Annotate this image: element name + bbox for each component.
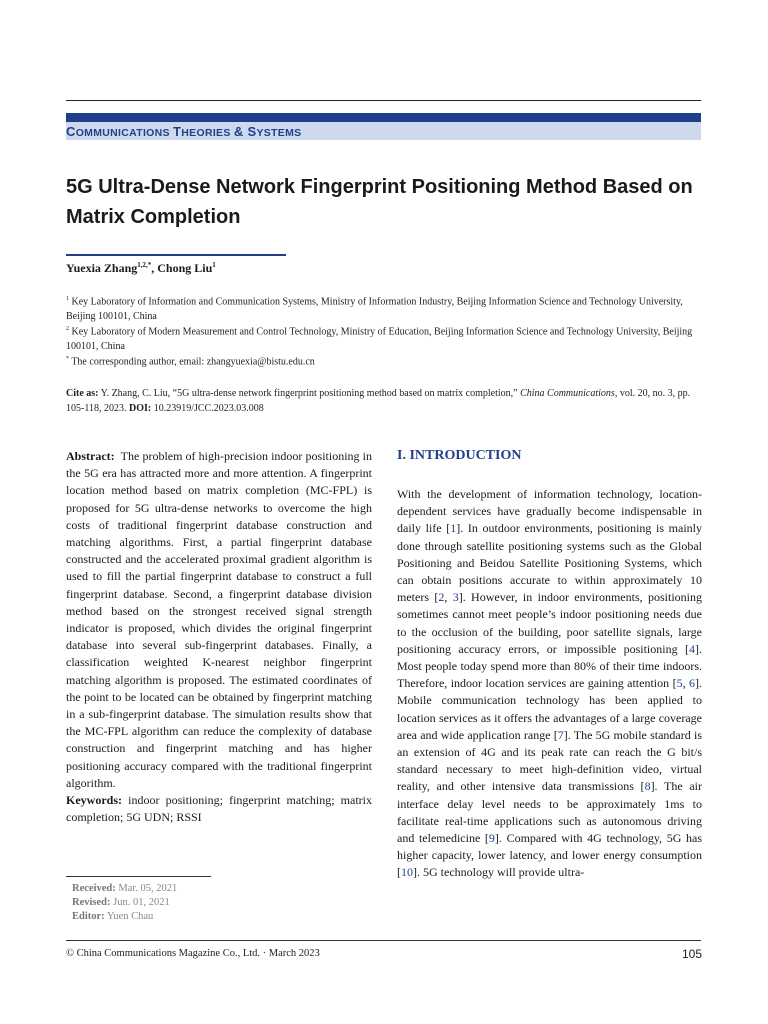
- author-list: Yuexia Zhang$^{1,2,*}$, Chong Liu$^1$: [66, 261, 216, 275]
- affiliation-2: $^2$ Key Laboratory of Modern Measurement and Control Technology, Ministry of Education, Beijing Information Science and Technology University, Beijing 100101, China: [66, 326, 693, 352]
- received-date: Received: Mar. 05, 2021: [72, 883, 178, 894]
- citation-link[interactable]: 9: [488, 831, 495, 846]
- cite-label: Cite as:: [66, 388, 99, 399]
- affiliation-1: $^1$ Key Laboratory of Information and Communication Systems, Ministry of Information Industry, Beijing Information Science and Technology University, Beijing 100101, China: [66, 296, 683, 322]
- article-history: [72, 882, 177, 924]
- title-underline: [66, 254, 286, 256]
- editor: Editor: Yuen Chau: [72, 911, 154, 922]
- corresponding-author: * The corresponding author, email: zhangyuexia@bistu.edu.cn: [66, 356, 315, 368]
- citation-link[interactable]: 6: [689, 676, 696, 691]
- abstract-column: [66, 448, 372, 826]
- journal-name: China Communications: [520, 388, 615, 399]
- author-affiliation-mark: 1,2,*: [137, 261, 152, 269]
- citation-link[interactable]: 1: [450, 521, 457, 536]
- citation-link[interactable]: 3: [452, 590, 459, 605]
- keywords-text: indoor positioning; fingerprint matching; matrix completion; 5G UDN; RSSI: [66, 793, 372, 825]
- citation-block: Cite as: Y. Zhang, C. Liu, “5G ultra-dense network fingerprint positioning method based on matrix completion,” China Communications, vol. 20, no. 3, pp. 105-118, 2023. DOI: 10.23919/JCC.2023.03.008: [66, 388, 691, 414]
- abstract: [66, 448, 372, 792]
- introduction-heading: I. INTRODUCTION: [397, 448, 522, 463]
- author-name: Yuexia Zhang: [66, 261, 138, 275]
- keywords: [66, 792, 372, 826]
- citation-link[interactable]: 4: [689, 641, 695, 656]
- citation-link[interactable]: 8: [644, 779, 651, 794]
- introduction-body: With the development of information technology, location-dependent services have gradually become indispensable in daily life [1]. In outdoor environments, positioning is mainly done through satellite positioning systems such as the Global Positioning and Beidou Satellite Positioning Systems, which can obtain positions accurate to within approximately 10 meters [2, 3]. However, in indoor environments, positioning sometimes cannot meet people’s indoor positioning needs due to the occlusion of the building, poor satellite signals, large positioning accuracy errors, or impossible positioning [4]. Most people today spend more than 80% of their time indoors. Therefore, indoor location services are gaining attention [5, 6]. Mobile communication technology has been applied to location services as it offers the advantages of a large coverage area and wide application range [7]. The 5G mobile standard is an extension of 4G and its peak rate can reach the G bit/s standard necessary to meet high-definition video, virtual reality, and other intensive data transmissions [8]. The air interface delay level needs to be approximately 1ms to facilitate real-time applications such as autonomous driving and telemedicine [9]. Compared with 4G technology, 5G has higher capacity, lower latency, and lower energy consumption [10]. 5G technology will provide ultra-: [397, 487, 703, 880]
- citation-link[interactable]: 5: [676, 676, 683, 691]
- abstract-label: Abstract:: [66, 449, 115, 463]
- citation-link[interactable]: 7: [557, 727, 564, 742]
- citation-link[interactable]: 2: [438, 590, 445, 605]
- history-rule: [66, 876, 211, 877]
- section-title: COMMUNICATIONS THEORIES & SYSTEMS: [66, 124, 302, 139]
- abstract-text: The problem of high-precision indoor positioning in the 5G era has attracted more and more attention. A fingerprint location method based on matrix completion (MC-FPL) is proposed for 5G ultra-dense networks to overcome the high costs of traditional fingerprint database construction and matching algorithms. First, a partial fingerprint database constructed and the accelerated proximal gradient algorithm is used to fill the partial fingerprint database to construct a full fingerprint database. Second, a fingerprint database division method based on the strongest received signal strength indicator is proposed, which divides the original fingerprint database into several sub-fingerprint databases. Finally, a classification weighted K-nearest neighbor fingerprint matching algorithm is proposed. The estimated coordinates of the point to be located can be obtained by fingerprint matching in a sub-fingerprint database. The simulation results show that the MC-FPL algorithm can reduce the complexity of database construction and fingerprint matching and has higher positioning accuracy compared with the traditional fingerprint algorithm.: [66, 449, 372, 790]
- paper-title: 5G Ultra-Dense Network Fingerprint Positioning Method Based on Matrix Completion: [66, 176, 693, 228]
- page-number: 105: [681, 947, 702, 961]
- top-rule: [66, 100, 701, 101]
- author-affiliation-mark: 1: [212, 261, 216, 269]
- footer-copyright: © China Communications Magazine Co., Ltd. · March 2023: [66, 948, 320, 959]
- author-name: Chong Liu: [157, 261, 213, 275]
- citation-link[interactable]: 10: [401, 865, 413, 880]
- footer-rule: [66, 940, 701, 941]
- section-color-bar: [66, 113, 701, 122]
- keywords-label: Keywords:: [66, 793, 122, 808]
- doi[interactable]: 10.23919/JCC.2023.03.008: [153, 403, 264, 414]
- revised-date: Revised: Jun. 01, 2021: [72, 897, 170, 908]
